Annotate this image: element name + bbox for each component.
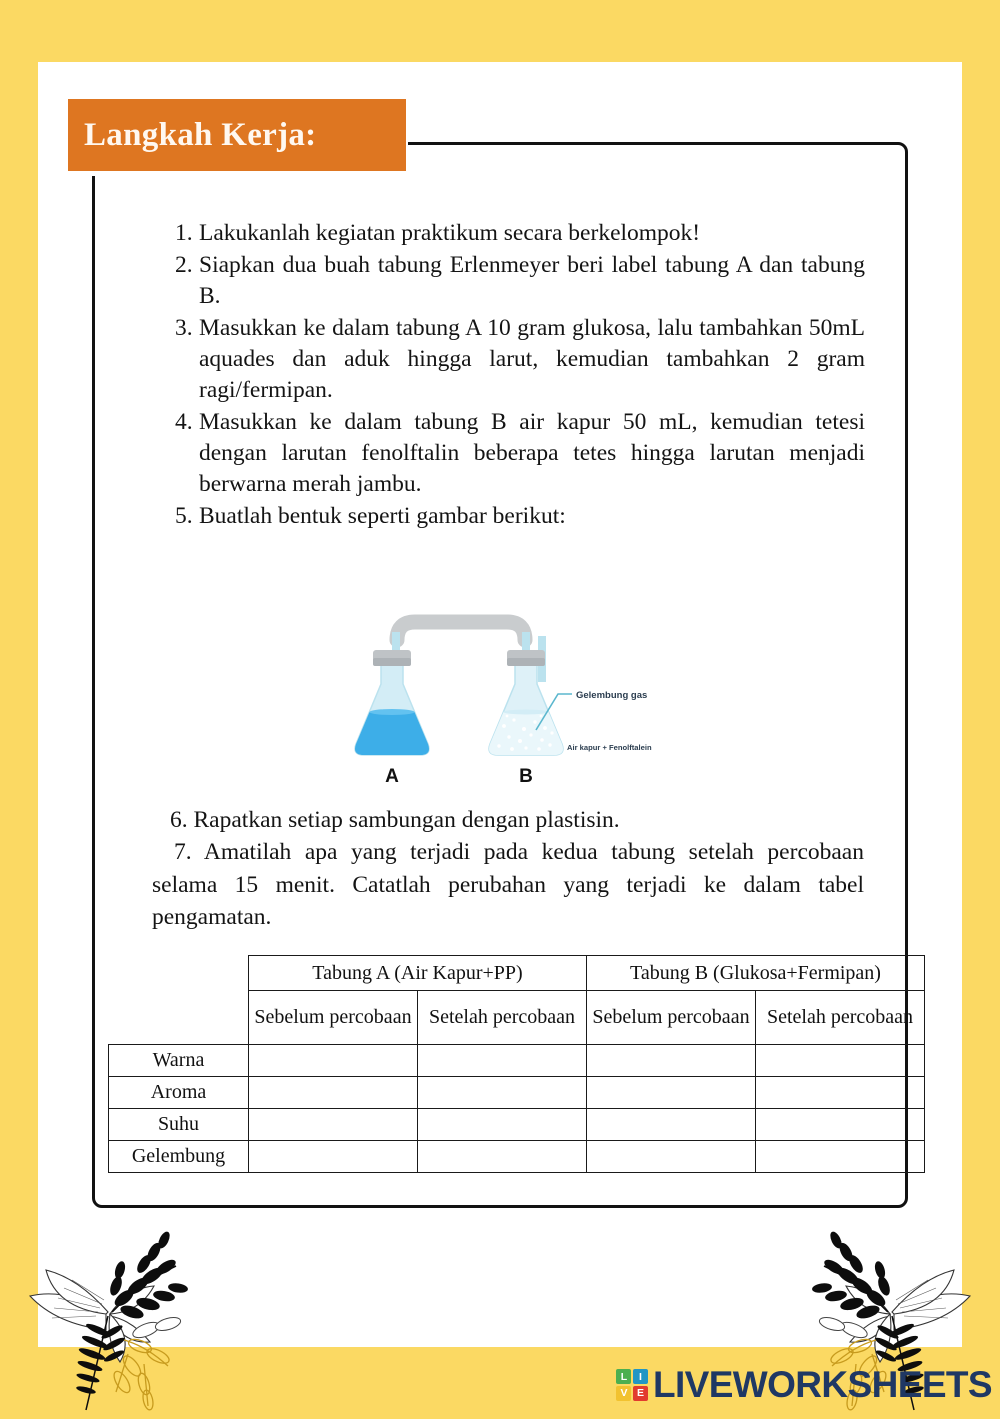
table-answer-cell[interactable] xyxy=(756,1109,925,1141)
fermentation-apparatus-figure xyxy=(340,588,670,790)
table-sub-header: Setelah percobaan xyxy=(418,991,587,1045)
table-answer-cell[interactable] xyxy=(587,1077,756,1109)
table-row-label: Warna xyxy=(109,1045,249,1077)
callout-solution-label: Air kapur + Fenolftalein xyxy=(567,743,652,752)
list-item xyxy=(175,313,865,406)
table-corner-cell xyxy=(109,991,249,1045)
table-answer-cell[interactable] xyxy=(418,1045,587,1077)
logo-tile-e: E xyxy=(633,1386,648,1401)
table-row xyxy=(109,1077,925,1109)
table-answer-cell[interactable] xyxy=(249,1045,418,1077)
botanical-decoration-icon xyxy=(28,1224,260,1414)
procedure-step-list-tail xyxy=(152,804,864,934)
table-corner-cell xyxy=(109,956,249,991)
step-number: 1. xyxy=(175,220,193,246)
list-item xyxy=(175,218,865,249)
section-header-banner xyxy=(68,99,406,171)
table-group-header: Tabung B (Glukosa+Fermipan) xyxy=(587,956,925,991)
table-answer-cell[interactable] xyxy=(418,1109,587,1141)
list-item xyxy=(152,836,864,933)
step-text: Masukkan ke dalam tabung A 10 gram glukosa, lalu tambahkan 50mL aquades dan aduk hingga larut, kemudian tambahkan 2 gram ragi/fermipan. xyxy=(199,315,865,404)
table-row-label: Aroma xyxy=(109,1077,249,1109)
table-row xyxy=(109,1141,925,1173)
table-answer-cell[interactable] xyxy=(587,1141,756,1173)
step-text: Rapatkan setiap sambungan dengan plastisin. xyxy=(193,807,620,833)
table-answer-cell[interactable] xyxy=(249,1109,418,1141)
table-row xyxy=(109,956,925,991)
liveworksheets-logo[interactable] xyxy=(616,1364,992,1406)
table-answer-cell[interactable] xyxy=(249,1141,418,1173)
list-item xyxy=(175,250,865,312)
logo-tile-l: L xyxy=(616,1369,631,1384)
table-answer-cell[interactable] xyxy=(756,1141,925,1173)
flask-a xyxy=(355,650,429,755)
flask-a-label: A xyxy=(385,766,399,787)
section-title: Langkah Kerja: xyxy=(84,116,317,153)
step-number: 6. xyxy=(170,807,188,833)
step-text: Amatilah apa yang terjadi pada kedua tabung setelah percobaan selama 15 menit. Catatlah perubahan yang terjadi ke dalam tabel pengamatan. xyxy=(152,839,864,931)
table-row xyxy=(109,991,925,1045)
logo-tile-v: V xyxy=(616,1386,631,1401)
table-sub-header: Sebelum percobaan xyxy=(249,991,418,1045)
observation-table xyxy=(108,955,925,1173)
table-sub-header: Sebelum percobaan xyxy=(587,991,756,1045)
step-text: Masukkan ke dalam tabung B air kapur 50 mL, kemudian tetesi dengan larutan fenolftalin beberapa tetes hingga larutan menjadi berwarna merah jambu. xyxy=(199,409,865,498)
table-answer-cell[interactable] xyxy=(756,1045,925,1077)
list-item xyxy=(175,407,865,500)
table-answer-cell[interactable] xyxy=(587,1109,756,1141)
list-item xyxy=(175,501,865,532)
table-answer-cell[interactable] xyxy=(249,1077,418,1109)
logo-wordmark: LIVEWORKSHEETS xyxy=(652,1364,992,1405)
step-number: 4. xyxy=(175,409,193,436)
step-number: 2. xyxy=(175,252,193,279)
step-number: 5. xyxy=(175,503,193,530)
flask-b-label: B xyxy=(519,766,533,787)
table-answer-cell[interactable] xyxy=(418,1077,587,1109)
step-number: 3. xyxy=(175,315,193,342)
step-text: Buatlah bentuk seperti gambar berikut: xyxy=(199,503,566,530)
list-item xyxy=(152,804,864,836)
table-answer-cell[interactable] xyxy=(587,1045,756,1077)
callout-gas-label: Gelembung gas xyxy=(576,690,648,701)
step-text: Siapkan dua buah tabung Erlenmeyer beri label tabung A dan tabung B. xyxy=(199,252,865,310)
table-answer-cell[interactable] xyxy=(756,1077,925,1109)
table-row xyxy=(109,1109,925,1141)
logo-tile-i: I xyxy=(633,1369,648,1384)
procedure-step-list xyxy=(175,218,865,533)
table-answer-cell[interactable] xyxy=(418,1141,587,1173)
table-row-label: Gelembung xyxy=(109,1141,249,1173)
table-row-label: Suhu xyxy=(109,1109,249,1141)
step-text: Lakukanlah kegiatan praktikum secara berkelompok! xyxy=(199,220,701,246)
table-sub-header: Setelah percobaan xyxy=(756,991,925,1045)
logo-tiles-icon xyxy=(616,1369,648,1401)
step-number: 7. xyxy=(174,839,192,866)
table-group-header: Tabung A (Air Kapur+PP) xyxy=(249,956,587,991)
table-row xyxy=(109,1045,925,1077)
